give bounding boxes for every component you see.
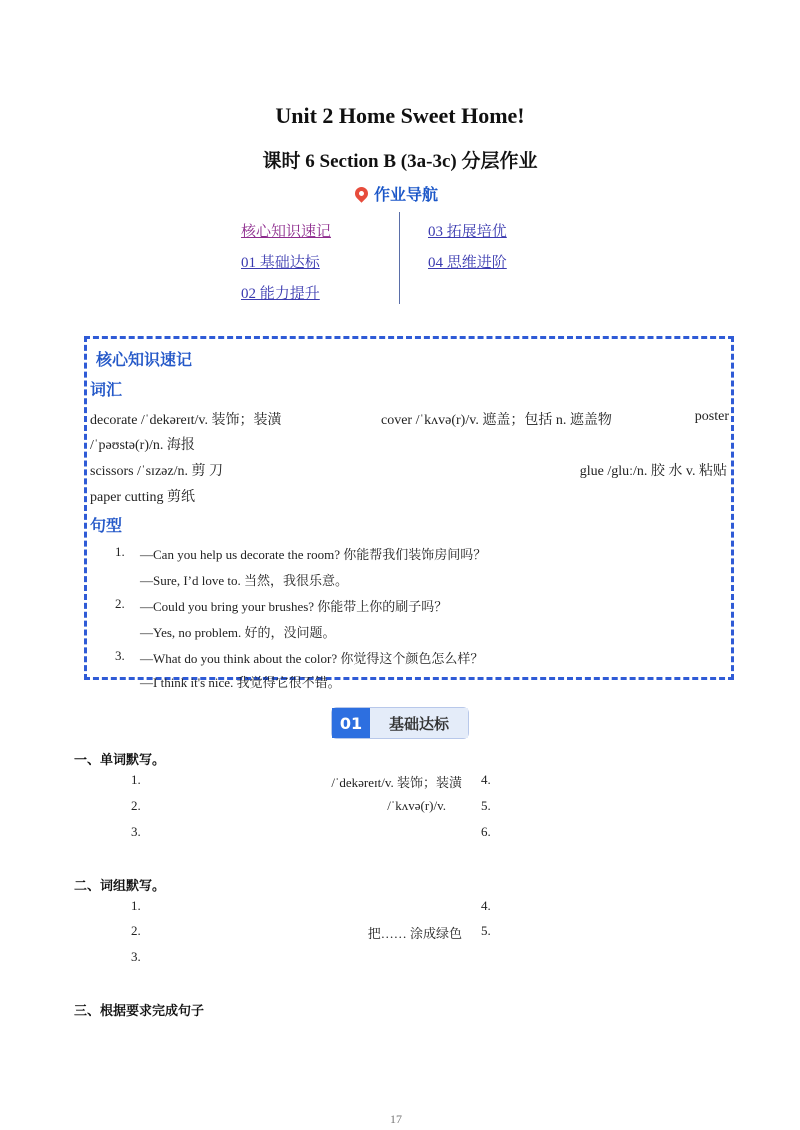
nav-divider xyxy=(399,212,400,304)
vocab-cover: cover /ˈkʌvə(r)/v. 遮盖；包括 n. 遮盖物 xyxy=(381,413,612,428)
vocab-poster-def: /ˈpəʊstə(r)/n. 海报 xyxy=(90,438,195,453)
sentence-a-3: —I think it's nice. 我觉得它很不错。 xyxy=(140,675,341,690)
page-subtitle: 课时 6 Section B (3a-3c) 分层作业 xyxy=(262,151,538,172)
q2-item-2: 2. xyxy=(131,923,141,938)
sentence-num-1: 1. xyxy=(115,544,125,559)
vocab-paper-cutting: paper cutting 剪纸 xyxy=(90,490,195,505)
q1-hint-1: /ˈdekəreɪt/v. 装饰；装潢 xyxy=(331,775,462,790)
q1-item-5: 5. xyxy=(481,798,491,813)
sentence-num-3: 3. xyxy=(115,648,125,663)
vocab-decorate: decorate /ˈdekəreɪt/v. 装饰；装潢 xyxy=(90,413,282,428)
vocab-heading: 词汇 xyxy=(90,380,123,399)
nav-link-ability[interactable]: 02 能力提升 xyxy=(241,286,320,302)
q2-item-5: 5. xyxy=(481,923,491,938)
page-number: 17 xyxy=(390,1112,402,1126)
sentence-q-2: —Could you bring your brushes? 你能带上你的刷子吗？ xyxy=(140,599,448,614)
nav-link-core-knowledge[interactable]: 核心知识速记 xyxy=(241,224,332,240)
q2-hint: 把…… 涂成绿色 xyxy=(367,926,462,941)
q2-heading: 二、词组默写。 xyxy=(74,879,166,894)
sentence-a-1: —Sure, I’d love to. 当然，我很乐意。 xyxy=(140,573,348,588)
q2-item-3: 3. xyxy=(131,949,141,964)
vocab-poster: poster xyxy=(694,409,729,424)
sentence-q-3: —What do you think about the color? 你觉得这个颜色怎么样？ xyxy=(140,651,484,666)
nav-heading xyxy=(355,182,438,205)
q1-heading: 一、单词默写。 xyxy=(74,753,166,768)
sentence-a-2: —Yes, no problem. 好的，没问题。 xyxy=(140,625,336,640)
knowledge-heading: 核心知识速记 xyxy=(96,350,193,369)
nav-link-basic[interactable]: 01 基础达标 xyxy=(241,255,320,271)
q1-item-3: 3. xyxy=(131,824,141,839)
nav-link-thinking[interactable]: 04 思维进阶 xyxy=(428,255,507,271)
q1-item-1: 1. xyxy=(131,772,141,787)
q2-item-4: 4. xyxy=(481,898,491,913)
sentence-num-2: 2. xyxy=(115,596,125,611)
location-pin-icon xyxy=(352,184,370,202)
section-01-badge xyxy=(332,708,468,738)
q1-item-4: 4. xyxy=(481,772,491,787)
page-title: Unit 2 Home Sweet Home! xyxy=(275,103,525,128)
section-01-label: 基础达标 xyxy=(370,708,468,738)
q1-hint-2: /ˈkʌvə(r)/v. xyxy=(387,798,446,813)
sentence-q-1: —Can you help us decorate the room? 你能帮我们装饰房间吗？ xyxy=(140,547,487,562)
vocab-glue: glue /gluː/n. 胶 水 v. 粘贴 xyxy=(579,464,727,479)
section-01-number: 01 xyxy=(332,708,370,738)
vocab-scissors: scissors /ˈsɪzəz/n. 剪 刀 xyxy=(90,464,223,479)
q2-item-1: 1. xyxy=(131,898,141,913)
sentence-heading: 句型 xyxy=(90,516,123,535)
q1-item-2: 2. xyxy=(131,798,141,813)
knowledge-box xyxy=(84,336,734,690)
nav-heading-label: 作业导航 xyxy=(374,185,439,204)
q1-item-6: 6. xyxy=(481,824,491,839)
nav-link-extension[interactable]: 03 拓展培优 xyxy=(428,224,507,240)
q3-heading: 三、根据要求完成句子 xyxy=(74,1004,205,1019)
